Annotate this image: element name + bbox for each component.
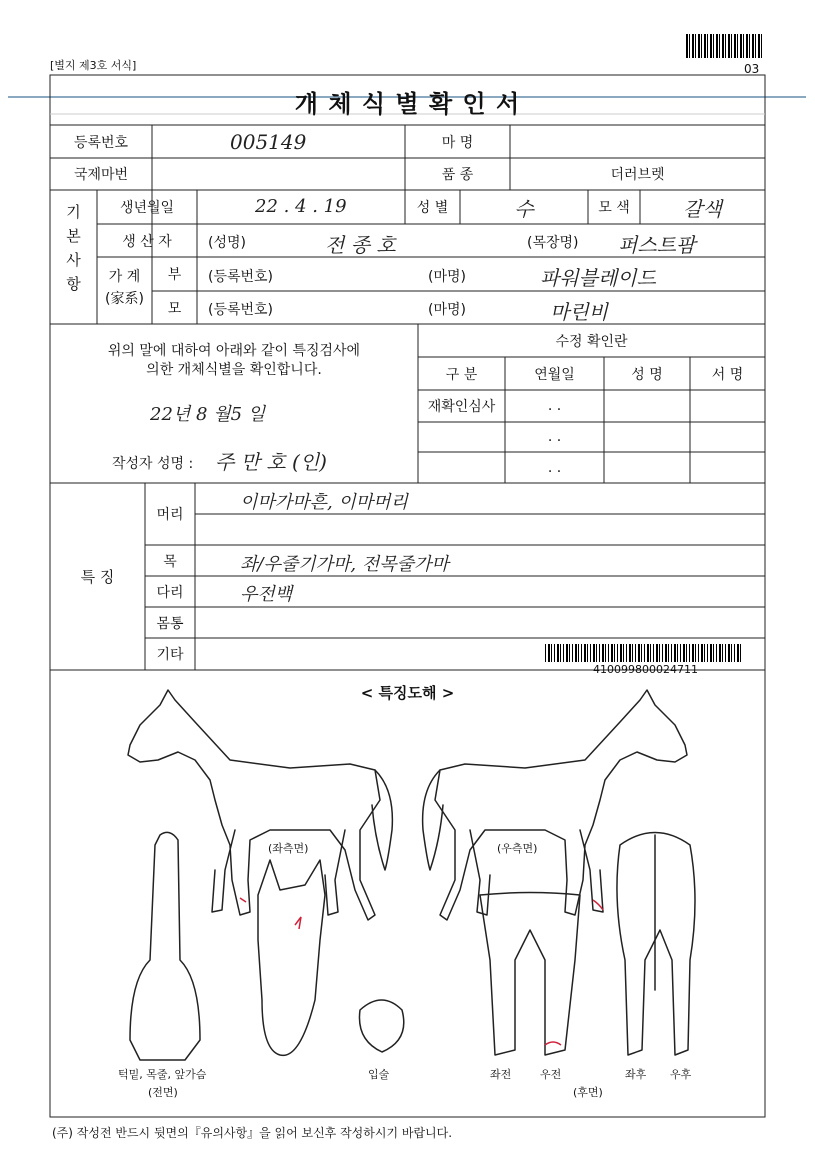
right-side-horse [423, 690, 687, 920]
right-side-label: (우측면) [497, 842, 538, 855]
document-title: 개 체 식 별 확 인 서 [294, 90, 521, 118]
sire-label: 부 [167, 267, 182, 283]
statement-line2: 의한 개체식별을 확인합니다. [146, 362, 322, 378]
col-sign: 서 명 [711, 366, 744, 383]
breed-value: 더러브렛 [610, 167, 665, 183]
breeder-value: 전 종 호 [325, 233, 396, 257]
birth-label: 생년월일 [119, 200, 175, 216]
row1-date-dots: . . [547, 398, 562, 414]
farm-value: 퍼스트팜 [618, 233, 696, 257]
dam-value: 마린비 [550, 300, 608, 324]
basic-section-label: 기 본 사 항 [66, 203, 81, 293]
col-date: 연월일 [534, 366, 575, 383]
horse-name-label: 마 명 [441, 134, 474, 151]
head-label: 머리 [156, 507, 184, 523]
col-name: 성 명 [631, 366, 663, 383]
other-label: 기타 [156, 647, 184, 663]
sire-horse-sub: (마명) [428, 269, 466, 285]
right-hind-label: 우후 [670, 1068, 692, 1081]
dam-label: 모 [167, 300, 182, 317]
reg-no-value: 005149 [230, 130, 307, 154]
diagram-title: < 특징도해 > [360, 684, 455, 702]
right-fore-mark [545, 1042, 561, 1045]
statement-line1: 위의 말에 대하여 아래와 같이 특징검사에 [107, 343, 361, 359]
right-fore-label: 우전 [540, 1068, 562, 1081]
color-value: 갈색 [683, 196, 722, 221]
revision-title: 수정 확인란 [555, 333, 628, 350]
rear-view-outline [617, 833, 695, 1056]
head-mark [295, 917, 301, 929]
farm-sub: (목장명) [527, 235, 579, 251]
barcode-number: 410099800024711 [593, 663, 698, 676]
page-number: 03 [744, 62, 760, 76]
left-leg-mark [240, 898, 246, 902]
breed-label: 품 종 [441, 167, 474, 183]
sex-label: 성 별 [416, 200, 449, 216]
front-label: (전면) [148, 1086, 178, 1099]
confirm-date: 22년 8 월5 일 [150, 404, 266, 425]
left-fore-label: 좌전 [490, 1068, 512, 1081]
intl-no-label: 국제마번 [73, 167, 129, 183]
features-section-label: 특 징 [80, 568, 115, 586]
neck-value: 좌/우줄기가마, 전목줄가마 [240, 554, 449, 575]
form-label: [별지 제3호 서식] [50, 59, 137, 72]
head-value: 이마가마흔, 이마머리 [240, 492, 408, 513]
forelegs-front-outline [480, 893, 580, 1056]
sire-value: 파워블레이드 [540, 266, 656, 290]
row2-date-dots: . . [547, 429, 562, 445]
row3-date-dots: . . [547, 459, 562, 476]
footer-note: (주) 작성전 반드시 뒷면의『유의사항』을 읽어 보신후 작성하시기 바랍니다. [52, 1126, 453, 1140]
body-label: 몸통 [156, 615, 184, 632]
sex-value: 수 [514, 196, 534, 221]
col-division: 구 분 [445, 366, 478, 383]
author-value: 주 만 호 (인) [215, 450, 327, 474]
dam-horse-sub: (마명) [428, 302, 466, 318]
left-side-horse [128, 690, 392, 920]
left-hind-label: 좌후 [625, 1068, 647, 1081]
leg-label: 다리 [156, 584, 184, 601]
reg-no-label: 등록번호 [73, 134, 129, 151]
color-label: 모 색 [598, 200, 630, 216]
birth-value: 22 . 4 . 19 [255, 196, 347, 217]
left-side-label: (좌측면) [268, 842, 309, 855]
head-front-outline [258, 860, 325, 1055]
front-caption: 턱밑, 목줄, 앞가슴 [118, 1068, 207, 1081]
row1-label: 재확인심사 [427, 399, 496, 415]
dam-reg-sub: (등록번호) [208, 302, 274, 318]
family-label: 가 계 (家系) [105, 269, 144, 307]
leg-value: 우전백 [240, 584, 293, 605]
breeder-name-sub: (성명) [208, 235, 246, 251]
muzzle-caption: 입술 [368, 1068, 390, 1081]
neck-label: 목 [163, 553, 177, 570]
author-label: 작성자 성명 : [112, 456, 194, 472]
muzzle-outline [359, 1000, 403, 1052]
sire-reg-sub: (등록번호) [208, 269, 274, 285]
breeder-label: 생 산 자 [122, 233, 172, 250]
front-neck-outline [130, 832, 200, 1060]
rear-label: (후면) [573, 1086, 603, 1099]
